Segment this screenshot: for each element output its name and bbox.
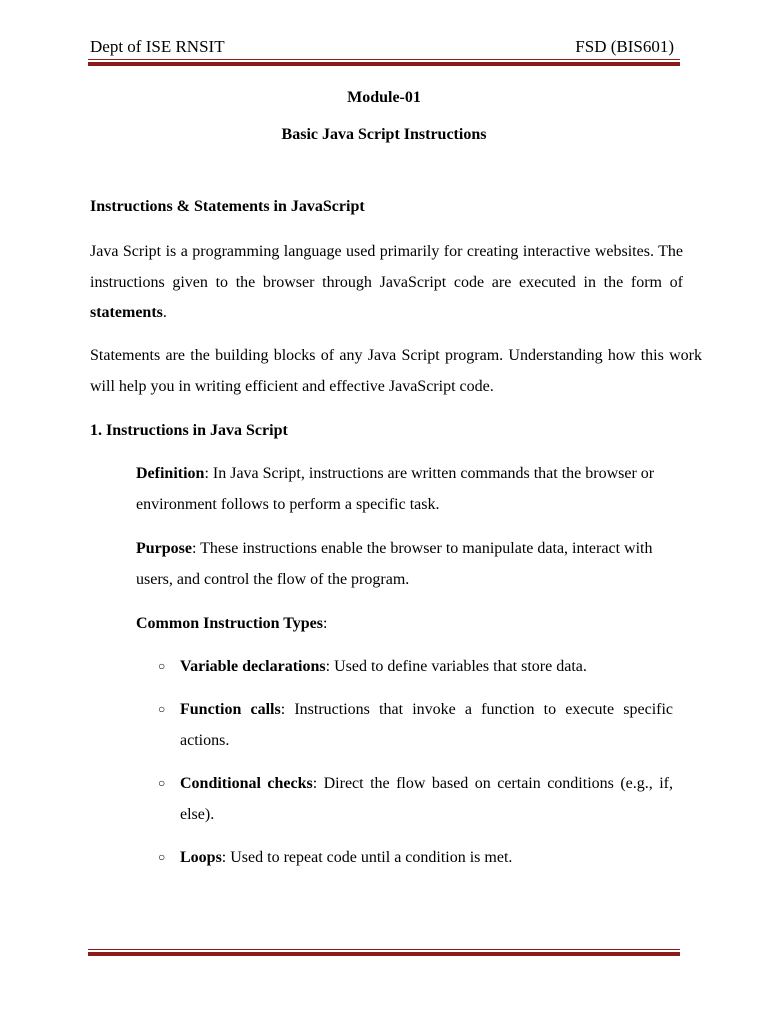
list-item-text: : Used to repeat code until a condition is met.	[221, 849, 513, 866]
document-title: Basic Java Script Instructions	[281, 126, 487, 143]
list-item	[158, 651, 673, 682]
list-item	[158, 768, 673, 830]
instruction-types-label	[136, 608, 676, 639]
intro-end: .	[162, 304, 167, 321]
intro-paragraph	[90, 237, 683, 329]
list-item-text: : Direct the flow based on certain conditions (e.g., if, else).	[180, 775, 673, 823]
circle-bullet-icon: ○	[158, 659, 166, 673]
intro-bold-term: statements	[90, 304, 163, 321]
footer-rule	[88, 949, 680, 956]
list-item-text: : Instructions that invoke a function to execute specific actions.	[180, 701, 674, 749]
list-item-label: Conditional checks	[180, 775, 313, 792]
list-item-label: Function calls	[180, 701, 281, 718]
module-title: Module-01	[347, 89, 421, 106]
purpose-text: : These instructions enable the browser to manipulate data, interact with users, and control the flow of the program.	[136, 540, 653, 588]
circle-bullet-icon: ○	[158, 850, 166, 864]
instruction-types-list	[158, 651, 673, 885]
header-department: Dept of ISE RNSIT	[90, 37, 225, 56]
types-label-colon: :	[322, 615, 328, 632]
types-label-text: Common Instruction Types	[136, 615, 323, 632]
list-item	[158, 842, 673, 873]
purpose-paragraph	[136, 533, 676, 595]
list-item-label: Loops	[180, 849, 222, 866]
definition-label: Definition	[136, 465, 205, 482]
definition-text: : In Java Script, instructions are written commands that the browser or environment follows to perform a specific task.	[136, 465, 655, 513]
subsection-heading: 1. Instructions in Java Script	[90, 422, 288, 439]
header-course-code: FSD (BIS601)	[575, 37, 674, 56]
circle-bullet-icon: ○	[158, 702, 166, 716]
list-item-text: : Used to define variables that store data.	[325, 658, 587, 675]
list-item	[158, 694, 673, 756]
header-rule	[88, 59, 680, 66]
definition-paragraph	[136, 458, 676, 520]
purpose-label: Purpose	[136, 540, 192, 557]
intro-text: Java Script is a programming language used primarily for creating interactive websites. The instructions given to the browser through JavaScript code are executed in the form of	[90, 243, 683, 291]
circle-bullet-icon: ○	[158, 776, 166, 790]
statements-paragraph: Statements are the building blocks of any Java Script program. Understanding how this work will help you in writing efficient and effective JavaScript code.	[90, 347, 702, 395]
list-item-label: Variable declarations	[180, 658, 326, 675]
section-heading: Instructions & Statements in JavaScript	[90, 198, 365, 215]
